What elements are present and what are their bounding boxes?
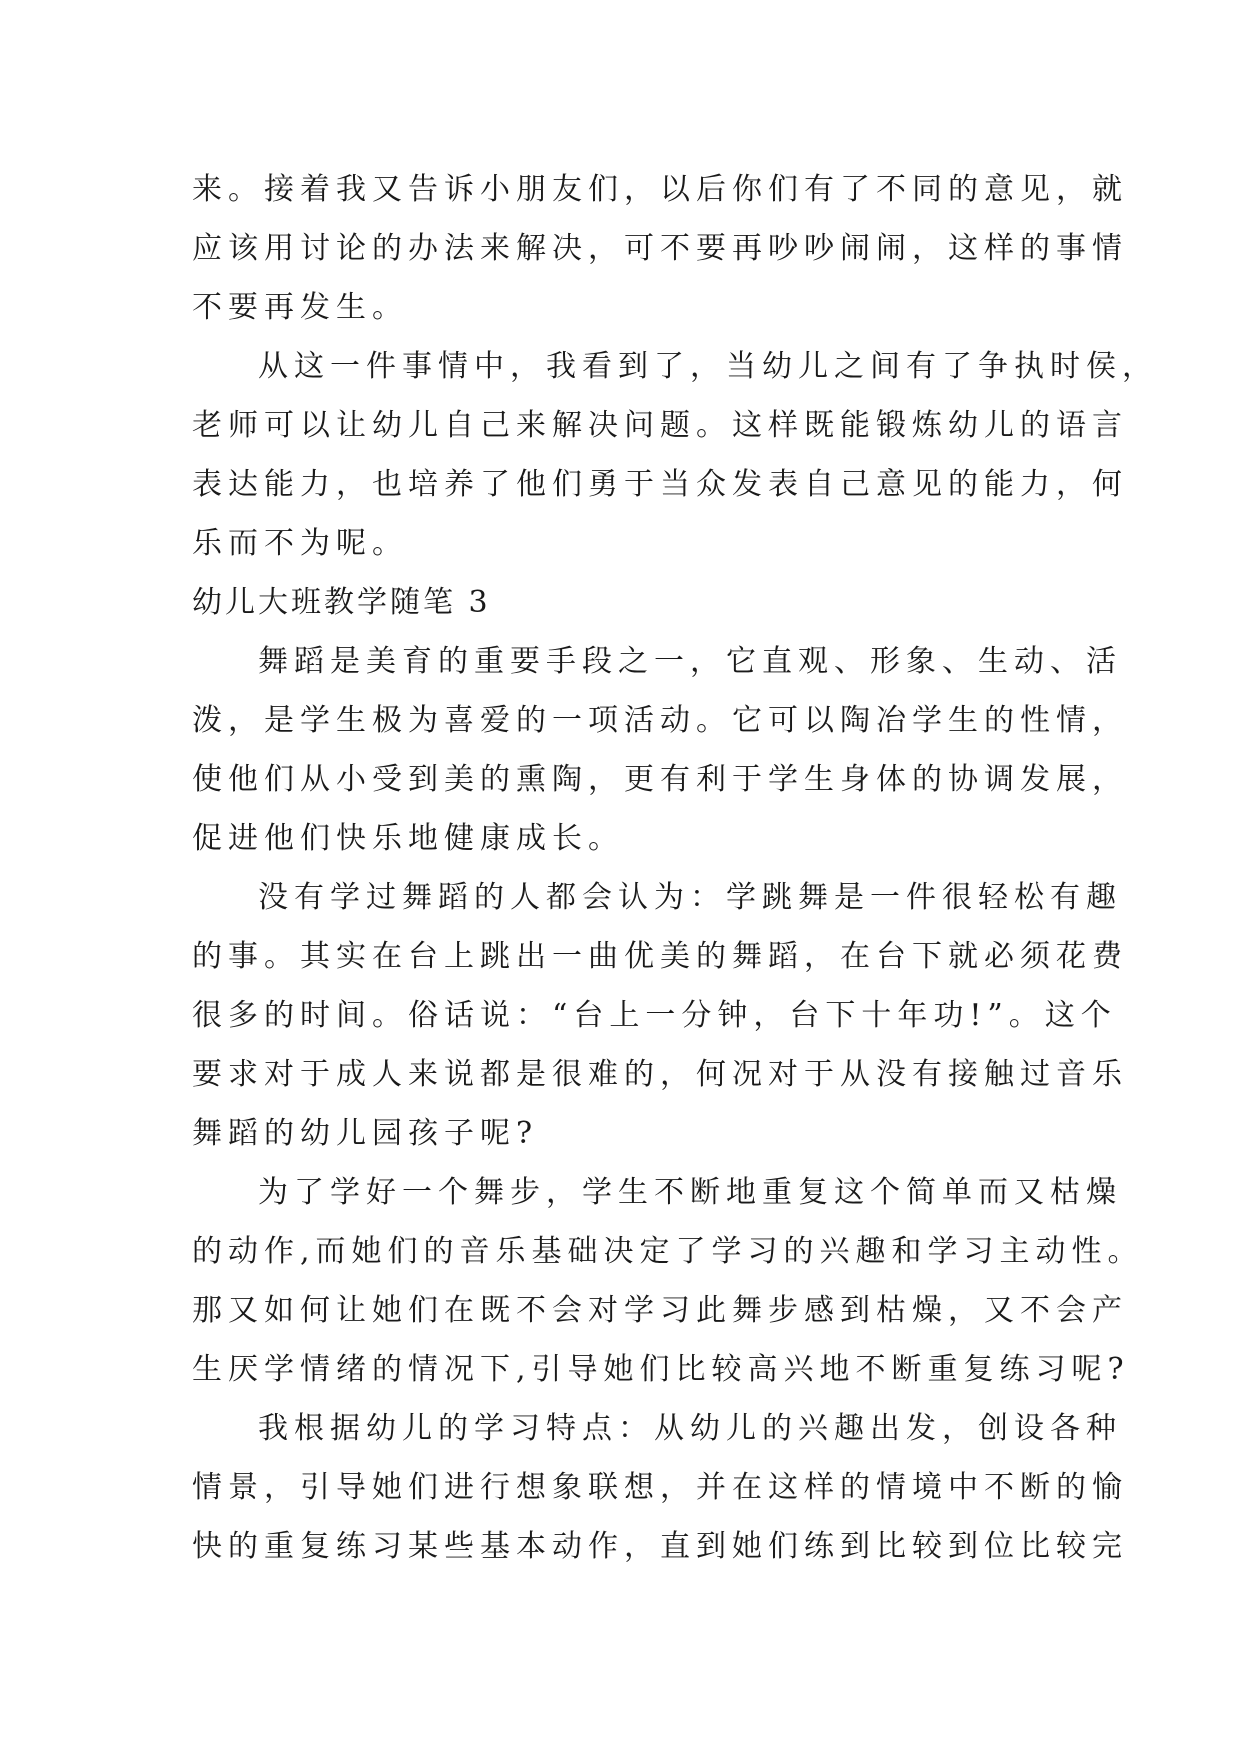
text-line: 使他们从小受到美的熏陶，更有利于学生身体的协调发展， (192, 762, 1128, 797)
text-line: 表达能力，也培养了他们勇于当众发表自己意见的能力，何 (192, 467, 1128, 502)
text-line: 为了学好一个舞步，学生不断地重复这个简单而又枯燥 (258, 1175, 1122, 1210)
text-line: 情景，引导她们进行想象联想，并在这样的情境中不断的愉 (192, 1470, 1128, 1505)
text-line: 我根据幼儿的学习特点：从幼儿的兴趣出发，创设各种 (258, 1411, 1122, 1446)
section-title: 幼儿大班教学随笔 3 (192, 585, 491, 620)
text-line: 应该用讨论的办法来解决，可不要再吵吵闹闹，这样的事情 (192, 231, 1128, 266)
text-line: 的动作,而她们的音乐基础决定了学习的兴趣和学习主动性。 (192, 1234, 1144, 1269)
text-line: 很多的时间。俗话说：“台上一分钟，台下十年功!”。这个 (192, 998, 1117, 1033)
text-line: 舞蹈是美育的重要手段之一，它直观、形象、生动、活 (258, 644, 1122, 679)
text-line: 舞蹈的幼儿园孩子呢? (192, 1116, 539, 1151)
document-body (192, 160, 1158, 1576)
paragraph (192, 868, 1128, 1163)
text-line: 来。接着我又告诉小朋友们，以后你们有了不同的意见，就 (192, 172, 1128, 207)
text-line: 生厌学情绪的情况下,引导她们比较高兴地不断重复练习呢? (192, 1352, 1130, 1387)
text-line: 不要再发生。 (192, 290, 408, 325)
text-line: 没有学过舞蹈的人都会认为：学跳舞是一件很轻松有趣 (258, 880, 1122, 915)
text-line: 那又如何让她们在既不会对学习此舞步感到枯燥，又不会产 (192, 1293, 1128, 1328)
paragraph (192, 160, 1128, 337)
paragraph (192, 632, 1128, 868)
paragraph (192, 337, 1158, 573)
text-line: 快的重复练习某些基本动作，直到她们练到比较到位比较完 (192, 1529, 1128, 1564)
text-line: 促进他们快乐地健康成长。 (192, 821, 624, 856)
text-line: 老师可以让幼儿自己来解决问题。这样既能锻炼幼儿的语言 (192, 408, 1128, 443)
text-line: 从这一件事情中，我看到了，当幼儿之间有了争执时侯， (258, 349, 1158, 384)
text-line: 泼，是学生极为喜爱的一项活动。它可以陶冶学生的性情， (192, 703, 1128, 738)
text-line: 乐而不为呢。 (192, 526, 408, 561)
paragraph (192, 1163, 1144, 1399)
text-line: 要求对于成人来说都是很难的，何况对于从没有接触过音乐 (192, 1057, 1128, 1092)
text-line: 的事。其实在台上跳出一曲优美的舞蹈，在台下就必须花费 (192, 939, 1128, 974)
paragraph (192, 1399, 1128, 1576)
